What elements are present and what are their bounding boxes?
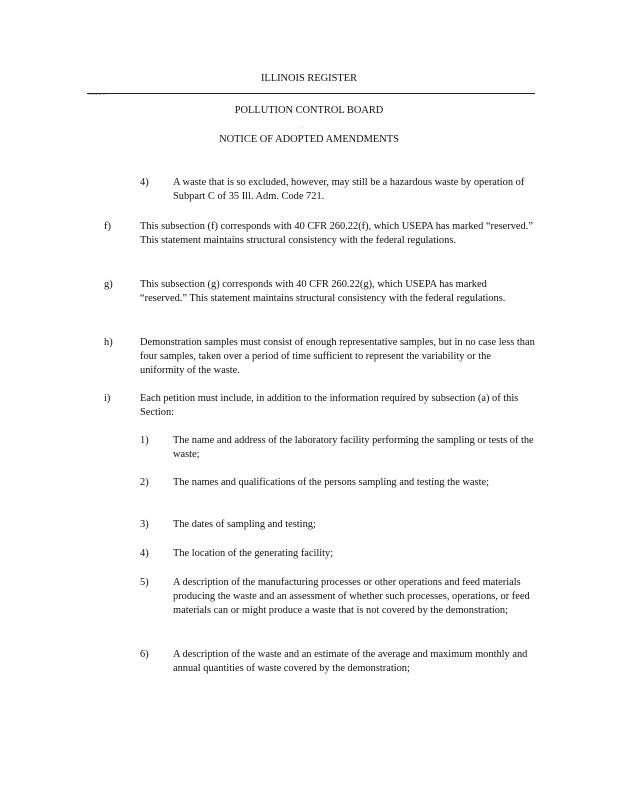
item-label: i): [104, 393, 111, 404]
subitem-label: 1): [140, 435, 149, 446]
item-label: f): [104, 221, 111, 232]
header-mark: ......... ..: [88, 91, 106, 97]
item-text: Each petition must include, in addition to the information required by subsection (a) of this Section:: [140, 393, 519, 418]
item-label: 4): [140, 177, 149, 188]
subitem-text: A description of the waste and an estimate of the average and maximum monthly and annual quantities of waste covered by the demonstration;: [173, 649, 528, 674]
subitem-text: The name and address of the laboratory facility performing the sampling or tests of the waste;: [173, 435, 534, 460]
subitem-text: A description of the manufacturing processes or other operations and feed materials producing the waste and an assessment of whether such processes, operations, or feed materials can or might produce a waste that is not covered by the demonstration;: [173, 577, 530, 616]
subitem-text: The location of the generating facility;: [173, 548, 334, 559]
subitem-label: 2): [140, 477, 149, 488]
dot-mark: .: [302, 124, 304, 130]
header-divider: [87, 93, 535, 94]
subitem-label: 4): [140, 548, 149, 559]
register-title: ILLINOIS REGISTER: [260, 73, 358, 84]
subitem-text: The names and qualifications of the persons sampling and testing the waste;: [173, 477, 489, 488]
item-label: g): [104, 279, 113, 290]
subitem-label: 6): [140, 649, 149, 660]
item-label: h): [104, 337, 113, 348]
item-text: A waste that is so excluded, however, may still be a hazardous waste by operation of Subpart C of 35 Ill. Adm. Code 721.: [173, 177, 525, 202]
item-text: This subsection (f) corresponds with 40 CFR 260.22(f), which USEPA has marked “reserved.” This statement maintains structural consistency with the federal regulations.: [140, 221, 533, 246]
subitem-label: 5): [140, 577, 149, 588]
notice-title: NOTICE OF ADOPTED AMENDMENTS: [219, 134, 399, 145]
subitem-text: The dates of sampling and testing;: [173, 519, 316, 530]
subitem-label: 3): [140, 519, 149, 530]
board-title: POLLUTION CONTROL BOARD: [234, 105, 384, 116]
item-text: This subsection (g) corresponds with 40 CFR 260.22(g), which USEPA has marked “reserved.” This statement maintains structural consistency with the federal regulations.: [140, 279, 506, 304]
item-text: Demonstration samples must consist of enough representative samples, but in no case less than four samples, taken over a period of time sufficient to represent the variability or the uniformity of the waste.: [140, 337, 535, 376]
